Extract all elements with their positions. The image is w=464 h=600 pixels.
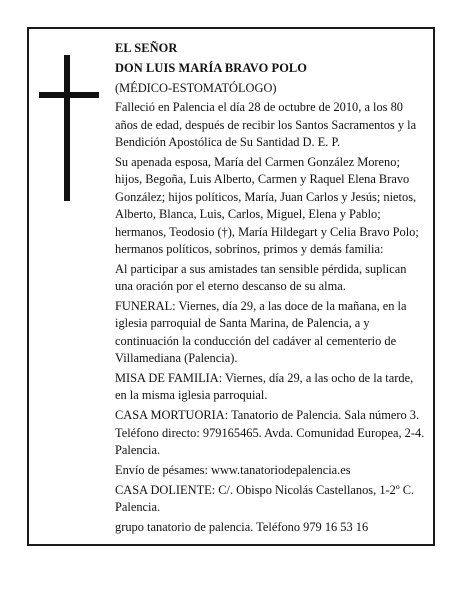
- title-line-1: EL SEÑOR: [115, 41, 178, 55]
- family-mass-paragraph: MISA DE FAMILIA: Viernes, día 29, a las ocho de la tarde, en la misma iglesia parroquial.: [115, 371, 414, 403]
- family-paragraph: Su apenada esposa, María del Carmen González Moreno; hijos, Begoña, Luis Alberto, Carmen y Raquel Elena Bravo González; hijos políticos, María, Juan Carlos y Jesús; nietos, Alberto, Blanca, Luis, Carlos, Miguel, Elena y Pablo; hermanos, Teodosio (†), María Hildegart y Celia Bravo Polo; hermanos políticos, sobrinos, primos y demás familia:: [115, 155, 419, 257]
- funeral-home-paragraph: CASA MORTUORIA: Tanatorio de Palencia. Sala número 3. Teléfono directo: 979165465. Avda. Comunidad Europea, 2-4. Palencia.: [115, 408, 425, 458]
- request-paragraph: Al participar a sus amistades tan sensible pérdida, suplican una oración por el eterno descanso de su alma.: [115, 261, 407, 294]
- notice-text: [115, 40, 427, 539]
- mourning-house-paragraph: CASA DOLIENTE: C/. Obispo Nicolás Castellanos, 1-2º C. Palencia.: [115, 482, 415, 515]
- funeral-paragraph: FUNERAL: Viernes, día 29, a las doce de la mañana, en la iglesia parroquial de Santa Marina, de Palencia, a y continuación la conducción del cadáver al cementerio de Villamediana (Palencia).: [115, 299, 407, 366]
- condolences-paragraph: Envío de pésames: www.tanatoriodepalencia.es: [115, 462, 351, 477]
- footer-paragraph: grupo tanatorio de palencia. Teléfono 979 16 53 16: [115, 519, 369, 534]
- obituary-notice: [27, 27, 435, 546]
- cross-horizontal-bar: [39, 92, 99, 98]
- deceased-name: DON LUIS MARÍA BRAVO POLO: [115, 60, 308, 75]
- cross-vertical-bar: [64, 55, 70, 201]
- death-paragraph: Falleció en Palencia el día 28 de octubre de 2010, a los 80 años de edad, después de recibir los Santos Sacramentos y la Bendición Apostólica de Su Santidad D. E. P.: [115, 100, 417, 150]
- profession: (MÉDICO-ESTOMATÓLOGO): [115, 80, 277, 95]
- cross-icon: [39, 55, 99, 201]
